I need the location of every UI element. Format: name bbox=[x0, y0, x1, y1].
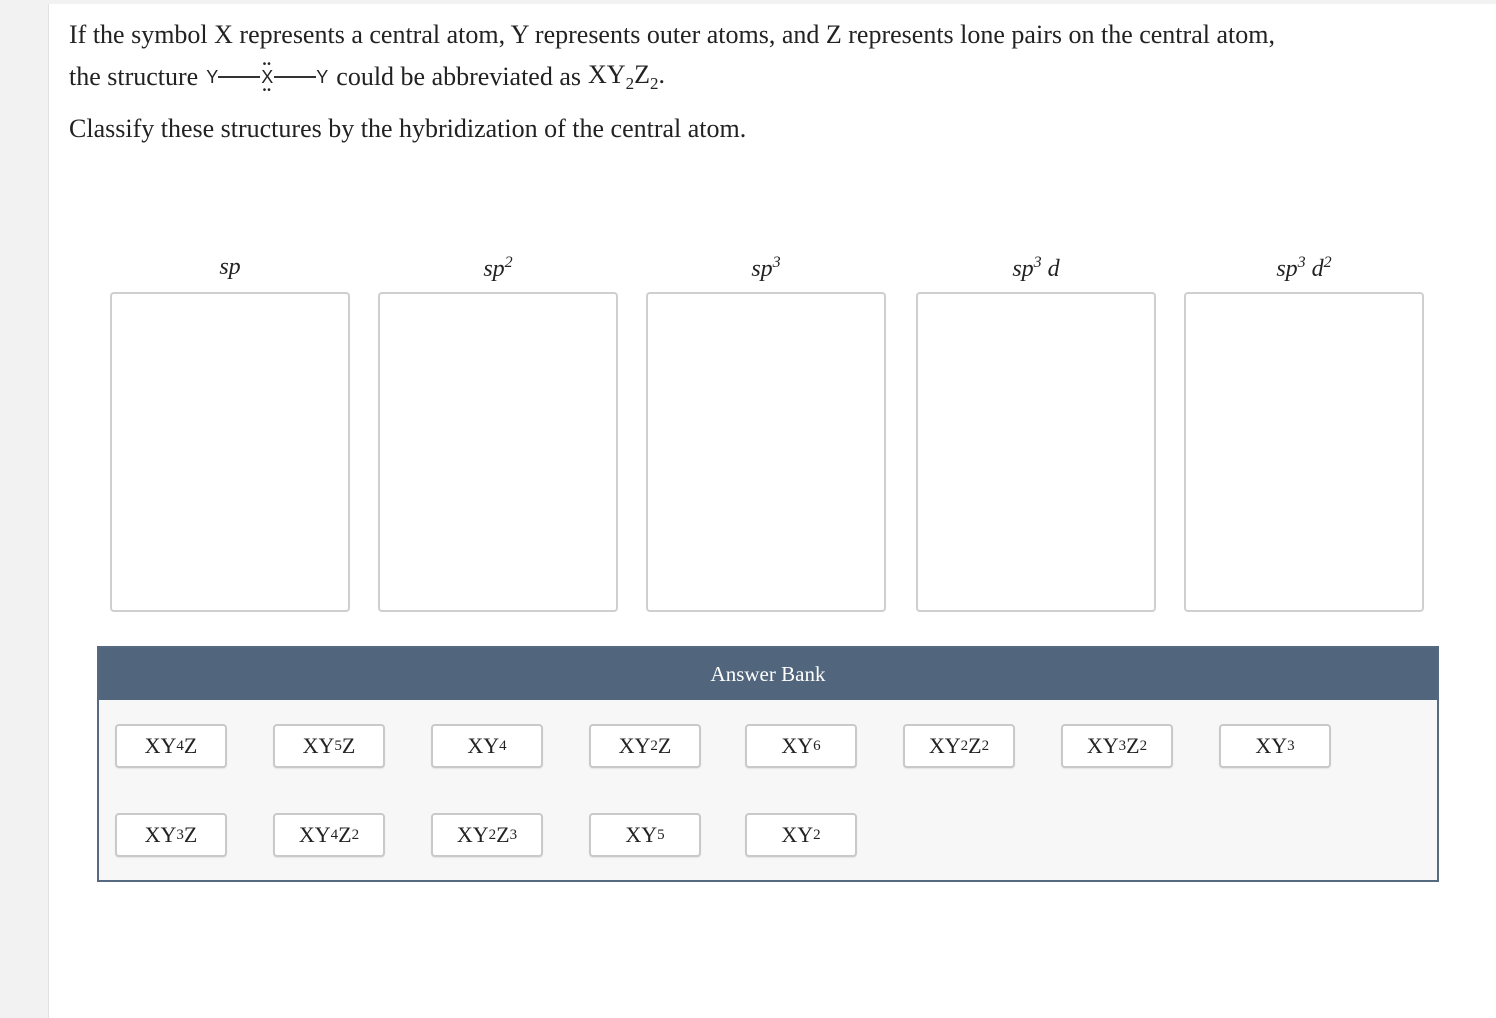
category-label-3: $sp^3$ d bbox=[1012, 254, 1060, 282]
answer-chip[interactable]: XY 2 Z bbox=[589, 724, 701, 768]
answer-chip[interactable]: XY 6 bbox=[745, 724, 857, 768]
answer-chip[interactable]: XY 4 Z 2 bbox=[273, 813, 385, 857]
lewis-structure bbox=[206, 58, 329, 96]
lone-pair-top: •• bbox=[262, 58, 272, 70]
lewis-bond-right bbox=[274, 76, 316, 78]
drop-bin-4[interactable] bbox=[1184, 292, 1424, 612]
question-panel bbox=[48, 4, 1496, 1018]
drop-bin-2[interactable] bbox=[646, 292, 886, 612]
lewis-central-symbol: X bbox=[261, 66, 274, 87]
line2-suffix: could be abbreviated as bbox=[336, 62, 582, 92]
category-labels bbox=[49, 254, 1496, 294]
question-text-line1: If the symbol X represents a central atom, Y represents outer atoms, and Z represents lone pairs on the central atom, bbox=[69, 20, 1275, 49]
answer-bank bbox=[97, 646, 1439, 882]
answer-chip[interactable]: XY 2 bbox=[745, 813, 857, 857]
answer-chip[interactable]: XY 2 Z 2 bbox=[903, 724, 1015, 768]
drop-bin-1[interactable] bbox=[378, 292, 618, 612]
lewis-central-atom bbox=[260, 58, 274, 96]
category-label-1: $sp^2$ bbox=[483, 254, 513, 282]
category-label-4: $sp^3$ $d^2$ bbox=[1276, 254, 1332, 282]
answer-chip[interactable]: XY 5 Z bbox=[273, 724, 385, 768]
question-text-line2 bbox=[69, 60, 665, 94]
lewis-outer-atom-left: Y bbox=[206, 66, 219, 87]
category-label-2: $sp^3$ bbox=[751, 254, 781, 282]
answer-chip[interactable]: XY 3 Z bbox=[115, 813, 227, 857]
lone-pair-bottom: •• bbox=[262, 84, 272, 96]
answer-chip[interactable]: XY 4 Z bbox=[115, 724, 227, 768]
category-label-0: sp bbox=[219, 254, 241, 280]
answer-bank-title: Answer Bank bbox=[99, 648, 1437, 700]
line2-prefix: the structure bbox=[69, 62, 199, 92]
lewis-outer-atom-right: Y bbox=[316, 66, 329, 87]
answer-chip[interactable]: XY 5 bbox=[589, 813, 701, 857]
answer-chip[interactable]: XY 4 bbox=[431, 724, 543, 768]
drop-bin-0[interactable] bbox=[110, 292, 350, 612]
example-formula: $XY_2Z_2$. bbox=[588, 60, 665, 94]
answer-chip[interactable]: XY 3 bbox=[1219, 724, 1331, 768]
answer-chip[interactable]: XY 3 Z 2 bbox=[1061, 724, 1173, 768]
drop-bin-3[interactable] bbox=[916, 292, 1156, 612]
instruction-text: Classify these structures by the hybridization of the central atom. bbox=[69, 114, 747, 143]
answer-chip[interactable]: XY 2 Z 3 bbox=[431, 813, 543, 857]
lewis-bond-left bbox=[218, 76, 260, 78]
